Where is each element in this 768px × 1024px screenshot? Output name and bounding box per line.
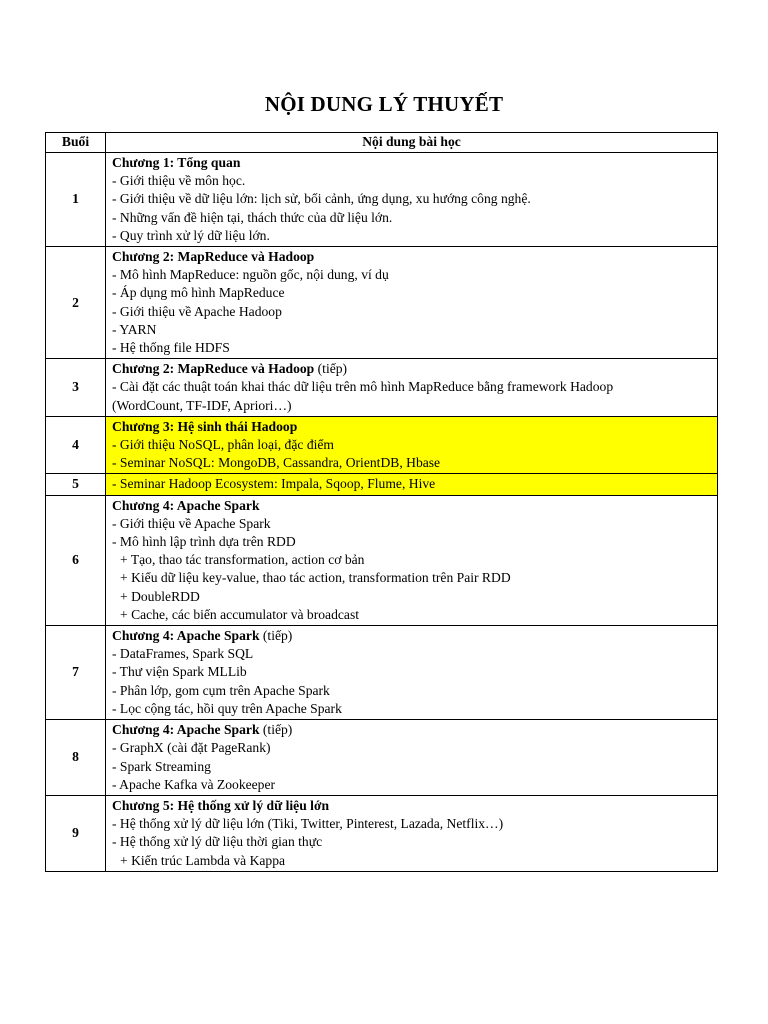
chapter-heading: Chương 2: MapReduce và Hadoop	[112, 249, 315, 265]
content-subline: + Kiểu dữ liệu key-value, thao tác action, transformation trên Pair RDD	[120, 570, 511, 586]
content-line: - Giới thiệu về Apache Hadoop	[112, 303, 282, 319]
content-subline: + Kiến trúc Lambda và Kappa	[120, 852, 286, 868]
table-row	[46, 626, 718, 720]
content-line: - Mô hình lập trình dựa trên RDD	[112, 534, 296, 550]
session-content	[106, 153, 718, 247]
content-line: - Hệ thống xử lý dữ liệu thời gian thực	[112, 834, 323, 850]
session-number: 8	[46, 720, 106, 796]
chapter-heading: Chương 4: Apache Spark	[112, 497, 260, 513]
table-row	[46, 495, 718, 625]
content-subline: + Tạo, thao tác transformation, action cơ bản	[120, 552, 365, 568]
content-line: - Giới thiệu về môn học.	[112, 173, 246, 189]
chapter-heading: Chương 1: Tổng quan	[112, 155, 241, 170]
chapter-heading: Chương 3: Hệ sinh thái Hadoop	[112, 418, 298, 434]
table-header-row	[46, 133, 718, 153]
session-number: 9	[46, 795, 106, 871]
content-line: - Seminar Hadoop Ecosystem: Impala, Sqoop, Flume, Hive	[112, 476, 436, 492]
content-line: - YARN	[112, 321, 157, 337]
header-session: Buổi	[46, 133, 106, 153]
table-row	[46, 359, 718, 417]
content-line: - Hệ thống file HDFS	[112, 340, 230, 356]
content-subline: + Cache, các biến accumulator và broadcast	[120, 606, 360, 622]
content-line: - Hệ thống xử lý dữ liệu lớn (Tiki, Twitter, Pinterest, Lazada, Netflix…)	[112, 816, 504, 832]
table-row	[46, 416, 718, 474]
header-content: Nội dung bài học	[106, 133, 718, 153]
session-number: 2	[46, 247, 106, 359]
chapter-heading: Chương 5: Hệ thống xử lý dữ liệu lớn	[112, 797, 330, 813]
content-line: - Những vấn đề hiện tại, thách thức của dữ liệu lớn.	[112, 209, 393, 225]
table-row	[46, 795, 718, 871]
session-content	[106, 795, 718, 871]
content-line: - Apache Kafka và Zookeeper	[112, 776, 276, 792]
session-number: 5	[46, 474, 106, 495]
content-line: - Lọc cộng tác, hồi quy trên Apache Spark	[112, 700, 342, 716]
content-line: - Áp dụng mô hình MapReduce	[112, 285, 285, 301]
chapter-heading: Chương 2: MapReduce và Hadoop (tiếp)	[112, 361, 348, 377]
session-content	[106, 495, 718, 625]
page-title: NỘI DUNG LÝ THUYẾT	[264, 92, 504, 116]
chapter-heading: Chương 4: Apache Spark (tiếp)	[112, 722, 293, 738]
content-line: - Mô hình MapReduce: nguồn gốc, nội dung, ví dụ	[112, 267, 389, 283]
content-line: - Spark Streaming	[112, 758, 211, 774]
chapter-heading: Chương 4: Apache Spark (tiếp)	[112, 628, 293, 644]
session-number: 3	[46, 359, 106, 417]
content-line: - Thư viện Spark MLLib	[112, 664, 247, 680]
content-line: - Giới thiệu về dữ liệu lớn: lịch sử, bối cảnh, ứng dụng, xu hướng công nghệ.	[112, 191, 531, 207]
session-content-highlighted	[106, 474, 718, 495]
session-content	[106, 626, 718, 720]
session-content	[106, 359, 718, 417]
content-line: - Giới thiệu về Apache Spark	[112, 515, 271, 531]
session-content	[106, 720, 718, 796]
table-row	[46, 247, 718, 359]
table-row	[46, 474, 718, 495]
syllabus-table	[45, 132, 718, 872]
table-row	[46, 153, 718, 247]
content-line: - Cài đặt các thuật toán khai thác dữ liệu trên mô hình MapReduce bằng framework Hadoop	[112, 379, 614, 395]
session-number: 4	[46, 416, 106, 474]
content-line: - Phân lớp, gom cụm trên Apache Spark	[112, 682, 330, 698]
content-line: - DataFrames, Spark SQL	[112, 646, 254, 662]
content-line: - Seminar NoSQL: MongoDB, Cassandra, OrientDB, Hbase	[112, 455, 441, 471]
session-number: 1	[46, 153, 106, 247]
session-number: 6	[46, 495, 106, 625]
session-content	[106, 247, 718, 359]
session-content-highlighted	[106, 416, 718, 474]
content-line: - GraphX (cài đặt PageRank)	[112, 740, 271, 756]
content-line: (WordCount, TF-IDF, Apriori…)	[112, 397, 292, 413]
content-subline: + DoubleRDD	[120, 588, 200, 604]
content-line: - Giới thiệu NoSQL, phân loại, đặc điểm	[112, 437, 335, 453]
table-row	[46, 720, 718, 796]
content-line: - Quy trình xử lý dữ liệu lớn.	[112, 227, 270, 243]
session-number: 7	[46, 626, 106, 720]
